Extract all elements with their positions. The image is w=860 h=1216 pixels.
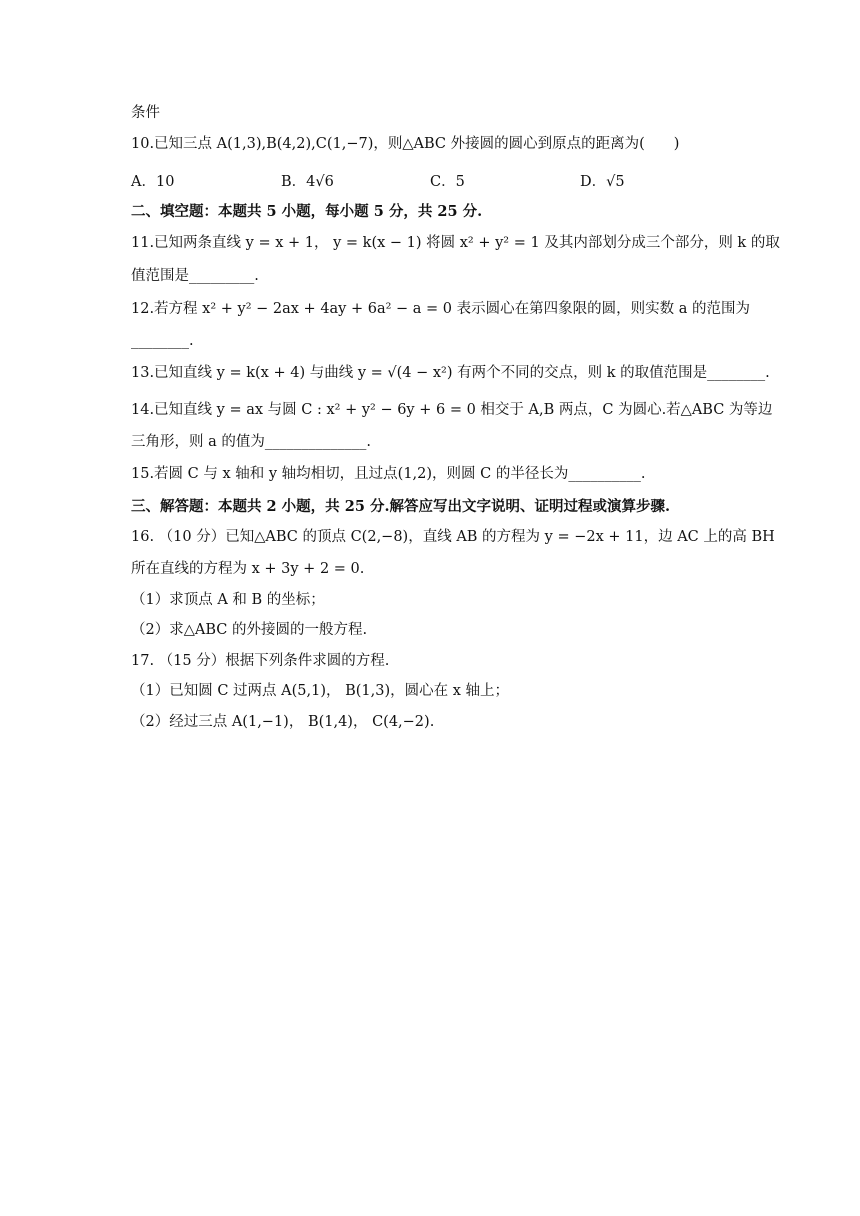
q10-option-d: D．√5 — [580, 174, 625, 190]
question-14-line-1: 14.已知直线 y = ax 与圆 C : x² + y² − 6y + 6 = 0 相交于 A,B 两点，C 为圆心.若△ABC 为等边 — [131, 402, 773, 418]
question-12-line-2: ________. — [131, 333, 194, 349]
question-16-line-2: 所在直线的方程为 x + 3y + 2 = 0. — [131, 561, 365, 577]
question-13: 13.已知直线 y = k(x + 4) 与曲线 y = √(4 − x²) 有两个不同的交点，则 k 的取值范围是________. — [131, 365, 770, 381]
question-15: 15.若圆 C 与 x 轴和 y 轴均相切，且过点(1,2)，则圆 C 的半径长为__________. — [131, 466, 646, 482]
question-12-line-1: 12.若方程 x² + y² − 2ax + 4ay + 6a² − a = 0 表示圆心在第四象限的圆，则实数 a 的范围为 — [131, 301, 751, 317]
q10-option-c: C．5 — [430, 174, 465, 190]
q10-option-b: B．4√6 — [281, 174, 334, 190]
question-10: 10.已知三点 A(1,3),B(4,2),C(1,−7)，则△ABC 外接圆的圆心到原点的距离为( ) — [131, 136, 680, 152]
question-17-part-2: （2）经过三点 A(1,−1)， B(1,4)， C(4,−2). — [131, 714, 435, 730]
question-16-part-2: （2）求△ABC 的外接圆的一般方程. — [131, 622, 368, 638]
question-11-line-2: 值范围是_________. — [131, 268, 259, 284]
question-16-part-1: （1）求顶点 A 和 B 的坐标； — [131, 592, 325, 608]
section-fill-in-heading: 二、填空题：本题共 5 小题，每小题 5 分，共 25 分. — [131, 203, 483, 220]
question-17: 17. （15 分）根据下列条件求圆的方程. — [131, 653, 390, 669]
question-14-line-2: 三角形，则 a 的值为______________. — [131, 434, 371, 450]
question-17-part-1: （1）已知圆 C 过两点 A(5,1)， B(1,3)，圆心在 x 轴上； — [131, 683, 510, 699]
section-solution-heading: 三、解答题：本题共 2 小题，共 25 分.解答应写出文字说明、证明过程或演算步骤. — [131, 498, 671, 515]
text-line-continuation: 条件 — [131, 105, 160, 121]
question-16-line-1: 16. （10 分）已知△ABC 的顶点 C(2,−8)，直线 AB 的方程为 y = −2x + 11，边 AC 上的高 BH — [131, 529, 775, 545]
question-11-line-1: 11.已知两条直线 y = x + 1， y = k(x − 1) 将圆 x² + y² = 1 及其内部划分成三个部分，则 k 的取 — [131, 235, 780, 251]
q10-option-a: A．10 — [131, 174, 175, 190]
